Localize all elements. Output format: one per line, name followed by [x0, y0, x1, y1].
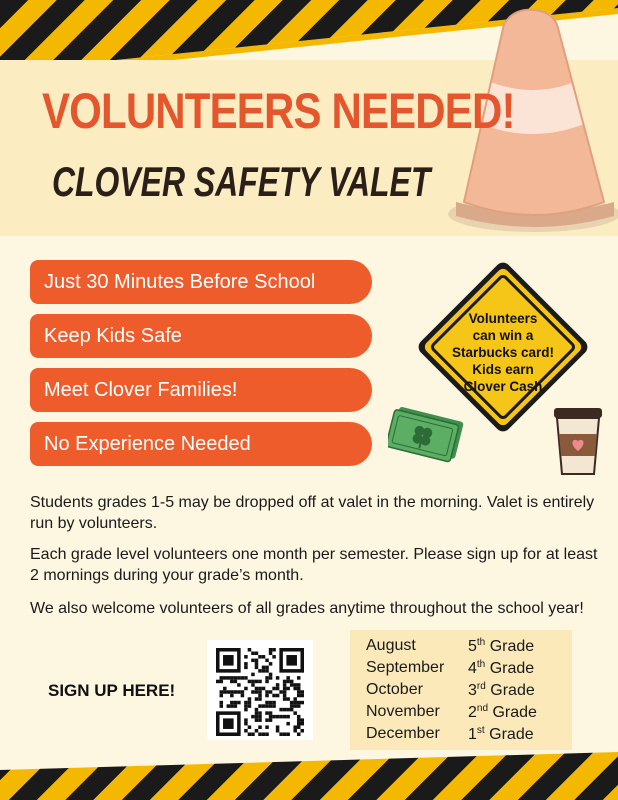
- grade-suffix: rd: [476, 681, 486, 692]
- grade-label: Grade: [489, 726, 534, 743]
- sign-line: Clover Cash: [463, 379, 543, 394]
- grade-label: Grade: [489, 638, 535, 655]
- schedule-grade: [468, 681, 535, 700]
- schedule-grade: [468, 637, 534, 656]
- grade-label: Grade: [490, 682, 535, 699]
- schedule-grade: [468, 725, 534, 744]
- benefit-pill-3: Meet Clover Families!: [30, 368, 372, 412]
- signup-label: SIGN UP HERE!: [48, 681, 176, 700]
- grade-label: Grade: [489, 660, 535, 677]
- schedule-month: October: [366, 681, 423, 698]
- grade-suffix: nd: [476, 703, 489, 714]
- sign-line: Starbucks card!: [451, 345, 555, 360]
- schedule-month: September: [366, 659, 445, 676]
- clover-cash-icon: [388, 404, 468, 464]
- description-paragraph-3: We also welcome volunteers of all grades anytime throughout the school year!: [30, 600, 584, 617]
- sign-message: [430, 310, 576, 395]
- sign-line: can win a: [472, 328, 534, 343]
- page-subtitle: CLOVER SAFETY VALET: [52, 158, 431, 205]
- sign-line: Kids earn: [472, 362, 534, 377]
- grade-number: 5: [468, 638, 477, 655]
- schedule-grade: [468, 659, 534, 678]
- description-paragraph-2: Each grade level volunteers one month per semester. Please sign up for at least 2 mornings during your grade’s month.: [30, 546, 598, 584]
- grade-suffix: th: [476, 659, 486, 670]
- grade-number: 4: [468, 660, 477, 677]
- grade-label: Grade: [492, 704, 537, 721]
- sign-line: Volunteers: [468, 311, 538, 326]
- grade-number: 1: [468, 726, 477, 743]
- benefit-pill-4: No Experience Needed: [30, 422, 372, 466]
- page-title: VOLUNTEERS NEEDED!: [42, 83, 515, 139]
- grade-suffix: st: [476, 725, 485, 736]
- schedule-month: November: [366, 703, 440, 720]
- description-paragraph-1: Students grades 1-5 may be dropped off at valet in the morning. Valet is entirely run by volunteers.: [30, 494, 595, 532]
- benefit-pill-1: Just 30 Minutes Before School: [30, 260, 372, 304]
- schedule-month: August: [366, 637, 416, 654]
- grade-suffix: th: [476, 637, 486, 648]
- schedule-month: December: [366, 725, 440, 742]
- benefit-pill-2: Keep Kids Safe: [30, 314, 372, 358]
- grade-number: 2: [468, 704, 477, 721]
- grade-number: 3: [468, 682, 477, 699]
- schedule-grade: [468, 703, 537, 722]
- bottom-caution-stripe: [0, 752, 618, 800]
- coffee-cup-icon: [548, 404, 608, 476]
- qr-code-icon[interactable]: [216, 648, 304, 736]
